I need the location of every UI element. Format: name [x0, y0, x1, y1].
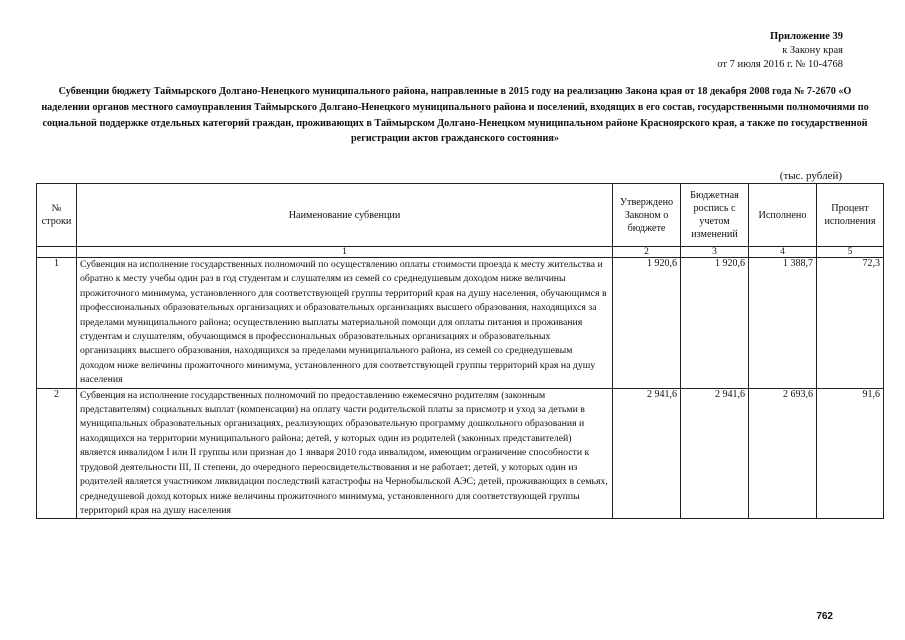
subsidy-table: [36, 183, 884, 519]
appendix-law-date: от 7 июля 2016 г. № 10-4768: [717, 59, 843, 70]
units-label: (тыс. рублей): [779, 170, 842, 182]
page-number: 762: [816, 611, 833, 622]
header-executed: Исполнено: [749, 184, 817, 247]
approved-value: 1 920,6: [613, 258, 681, 389]
percent-value: 72,3: [817, 258, 884, 389]
budget-value: 2 941,6: [681, 388, 749, 519]
column-number: 5: [817, 247, 884, 258]
document-title: Субвенции бюджету Таймырского Долгано-Ненецкого муниципального района, направленные в 2015 году на реализацию Закона края от 18 декабря 2008 года № 7-2670 «О наделении органов местного самоуправления Таймырского Долгано-Ненецкого муниципального района и поселений, входящих в его состав, государственными полномочиями по социальной поддержке отдельных категорий граждан, проживающих в Таймырском Долгано-Ненецком муниципальном районе Красноярского края, а также по государственной регистрации актов гражданского состояния»: [41, 86, 869, 145]
column-number: 3: [681, 247, 749, 258]
subsidy-name: Субвенция на исполнение государственных полномочий по осуществлению оплаты стоимости проезда к месту жительства и обратно к месту учебы один раз в год студентам и слушателям из семей со среднедушевым доходом ниже величины прожиточного минимума, установленного для соответствующей группы территорий края на душу населения, обучающимся в профессиональных образовательных организациях и образовательных организациях высшего образования, находящихся за пределами муниципального района; осуществлению выплаты материальной помощи для оплаты питания и проживания студентам и слушателям, обучающимся в профессиональных образовательных организациях и образовательных организациях высшего образования, находящихся за пределами муниципального района, из семей со среднедушевым доходом ниже величины прожиточного минимума, установленного для соответствующей группы территорий края на душу населения: [77, 258, 613, 389]
appendix-law-ref: к Закону края: [782, 45, 843, 56]
column-number: 2: [613, 247, 681, 258]
executed-value: 2 693,6: [749, 388, 817, 519]
column-number: 4: [749, 247, 817, 258]
table-row: [37, 388, 884, 519]
header-percent: Процент исполнения: [817, 184, 884, 247]
approved-value: 2 941,6: [613, 388, 681, 519]
row-number: 1: [37, 258, 77, 389]
header-row-number: № строки: [37, 184, 77, 247]
column-number: 1: [77, 247, 613, 258]
appendix-title: Приложение 39: [770, 31, 843, 42]
budget-value: 1 920,6: [681, 258, 749, 389]
executed-value: 1 388,7: [749, 258, 817, 389]
row-number: 2: [37, 388, 77, 519]
header-approved: Утверждено Законом о бюджете: [613, 184, 681, 247]
header-subsidy-name: Наименование субвенции: [77, 184, 613, 247]
subsidy-name: Субвенция на исполнение государственных полномочий по предоставлению ежемесячно родителям (законным представителям) социальных выплат (компенсации) на оплату части родительской платы за присмотр и уход за детьми в муниципальных образовательных организациях, реализующих образовательную программу дошкольного образования и находящихся на территории муниципального района; детей, у которых один из родителей (законных представителей) является инвалидом I или II группы или признан до 1 января 2010 года инвалидом, имеющим ограничение способности к трудовой деятельности III, II степени, до очередного переосвидетельствования и не работает; детей, у которых один из родителей является участником ликвидации последствий катастрофы на Чернобыльской АЭС; детей, проживающих в семьях, среднедушевой доход которых ниже величины прожиточного минимума, установленного для соответствующей группы территорий края на душу населения: [77, 388, 613, 519]
table-row: [37, 258, 884, 389]
table-header-row: [37, 184, 884, 247]
column-number: [37, 247, 77, 258]
column-numbering-row: [37, 247, 884, 258]
appendix-block: [717, 30, 843, 72]
percent-value: 91,6: [817, 388, 884, 519]
header-budget-schedule: Бюджетная роспись с учетом изменений: [681, 184, 749, 247]
